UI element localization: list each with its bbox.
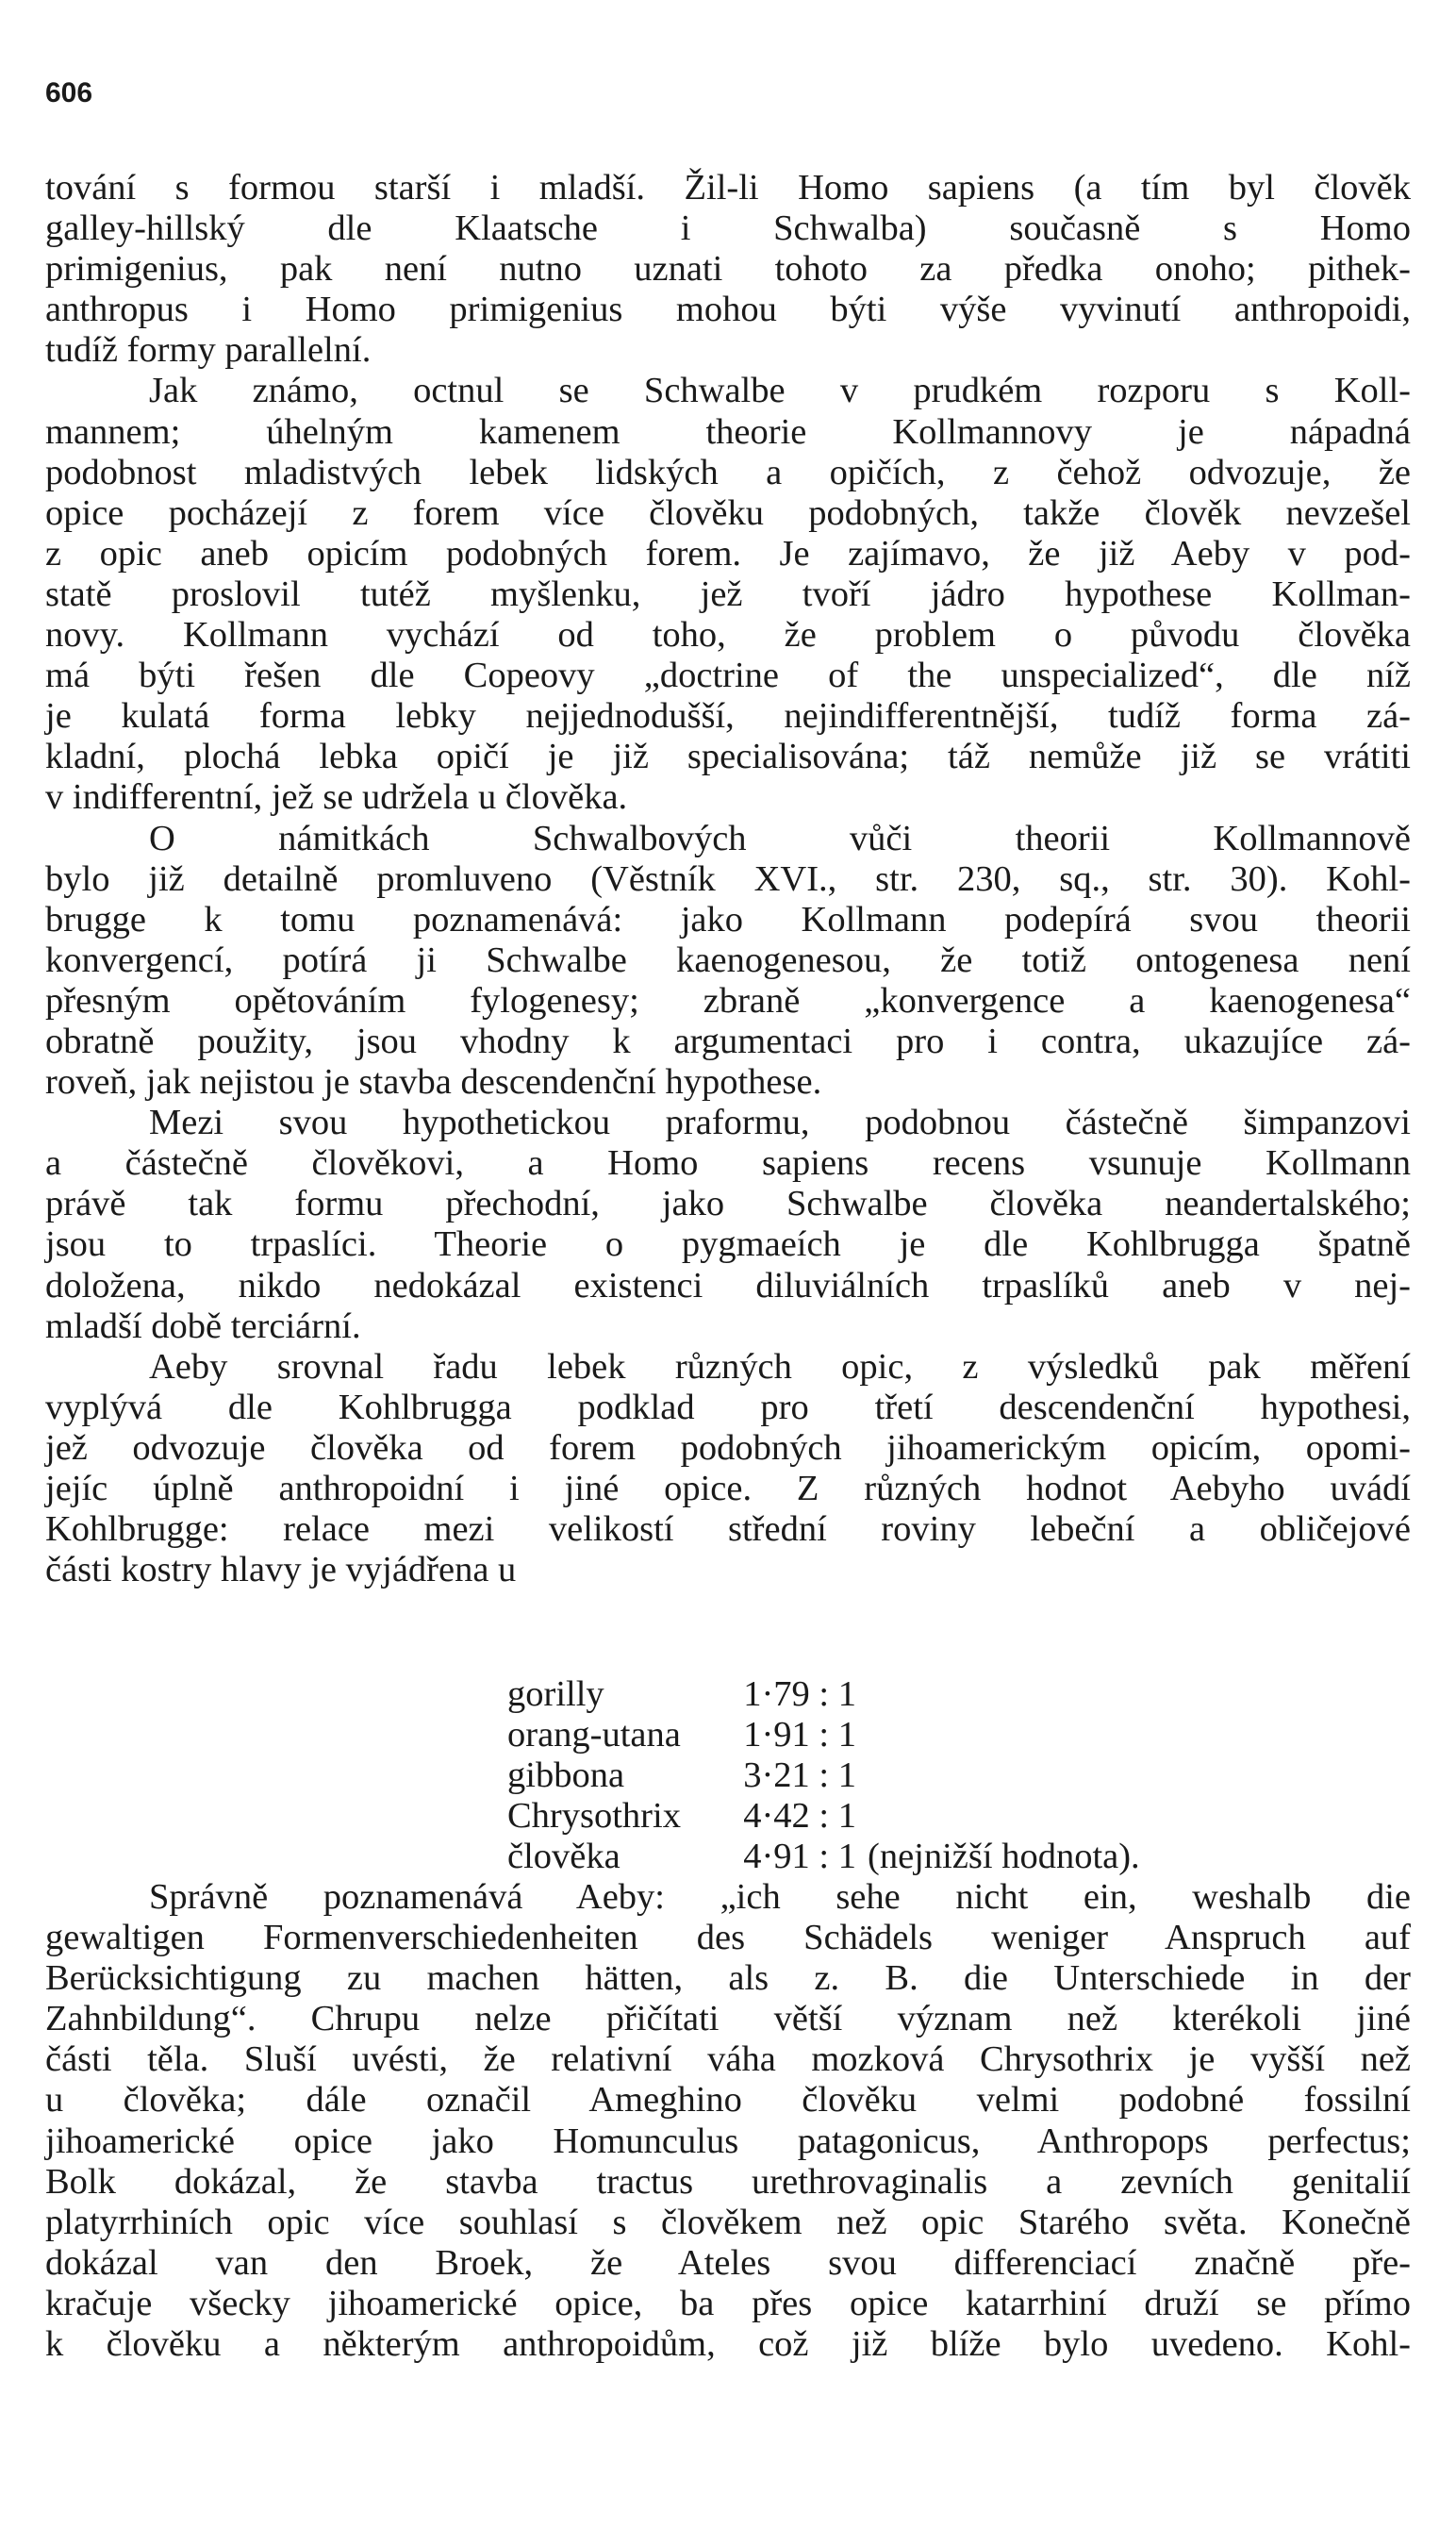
body-text-bottom bbox=[45, 1877, 1411, 2365]
text-line: mannem; úhelným kamenem theorie Kollmannovy je nápadná bbox=[45, 411, 1411, 452]
ratio-row bbox=[507, 1715, 1140, 1755]
text-line: Zahnbildung“. Chrupu nelze přičítati větší význam než kterékoli jiné bbox=[45, 1999, 1411, 2039]
species-name: gorilly bbox=[507, 1674, 604, 1714]
ratio-value: 4·42 : 1 bbox=[743, 1796, 856, 1836]
ratio-value: 1·79 : 1 bbox=[743, 1674, 856, 1714]
text-line: Aeby srovnal řadu lebek různých opic, z výsledků pak měření bbox=[149, 1346, 1411, 1387]
text-line: Kohlbrugge: relace mezi velikostí střední roviny lebeční a obličejové bbox=[45, 1509, 1411, 1550]
text-line: Berücksichtigung zu machen hätten, als z. B. die Unterschiede in der bbox=[45, 1958, 1411, 1999]
text-line: novy. Kollmann vychází od toho, že problem o původu člověka bbox=[45, 615, 1411, 656]
text-line: Správně poznamenává Aeby: „ich sehe nicht ein, weshalb die bbox=[149, 1877, 1411, 1917]
text-line: jejíc úplně anthropoidní i jiné opice. Z různých hodnot Aebyho uvádí bbox=[45, 1469, 1411, 1508]
ratio-note bbox=[856, 1796, 868, 1837]
ratio-row bbox=[507, 1755, 1140, 1796]
text-line: Mezi svou hypothetickou praformu, podobnou částečně šimpanzovi bbox=[149, 1103, 1411, 1143]
text-line: právě tak formu přechodní, jako Schwalbe člověka neandertalského; bbox=[45, 1184, 1411, 1224]
text-line: jsou to trpaslíci. Theorie o pygmaeích je dle Kohlbrugga špatně bbox=[45, 1224, 1411, 1265]
text-line: bylo již detailně promluveno (Věstník XVI., str. 230, sq., str. 30). Kohl- bbox=[45, 858, 1411, 899]
ratio-value: 1·91 : 1 bbox=[743, 1715, 856, 1755]
text-line: tudíž formy parallelní. bbox=[45, 330, 372, 371]
ratio-note: (nejnižší hodnota). bbox=[868, 1837, 1140, 1876]
text-line: obratně použity, jsou vhodny k argumentaci pro i contra, ukazujíce zá- bbox=[45, 1021, 1411, 1061]
ratio-row bbox=[507, 1796, 1140, 1837]
species-name: Chrysothrix bbox=[507, 1796, 681, 1836]
text-line: dokázal van den Broek, že Ateles svou differenciací značně pře- bbox=[45, 2242, 1411, 2283]
text-line: jihoamerické opice jako Homunculus patagonicus, Anthropops perfectus; bbox=[45, 2121, 1411, 2161]
species-name: orang-utana bbox=[507, 1715, 681, 1755]
species-name: gibbona bbox=[507, 1755, 625, 1795]
text-line: z opic aneb opicím podobných forem. Je zajímavo, že již Aeby v pod- bbox=[45, 533, 1411, 574]
text-line: galley-hillský dle Klaatsche i Schwalba) současně s Homo bbox=[45, 208, 1411, 249]
text-line: konvergencí, potírá ji Schwalbe kaenogenesou, že totiž ontogenesa není bbox=[45, 940, 1411, 980]
text-line: brugge k tomu poznamenává: jako Kollmann podepírá svou theorii bbox=[45, 899, 1411, 940]
ratio-note bbox=[856, 1715, 868, 1755]
text-line: Bolk dokázal, že stavba tractus urethrovaginalis a zevních genitalií bbox=[45, 2161, 1411, 2202]
text-line: primigenius, pak není nutno uznati tohoto za předka onoho; pithek- bbox=[45, 249, 1411, 290]
text-line: kračuje všecky jihoamerické opice, ba přes opice katarrhiní druží se přímo bbox=[45, 2283, 1411, 2323]
text-line: k člověku a některým anthropoidům, což již blíže bylo uvedeno. Kohl- bbox=[45, 2324, 1411, 2365]
text-line: platyrrhiních opic více souhlasí s člověkem než opic Starého světa. Konečně bbox=[45, 2202, 1411, 2242]
text-line: vyplývá dle Kohlbrugga podklad pro třetí descendenční hypothesi, bbox=[45, 1387, 1411, 1427]
ratio-value: 4·91 : 1 bbox=[743, 1837, 856, 1876]
text-line: má býti řešen dle Copeovy „doctrine of the unspecialized“, dle níž bbox=[45, 656, 1411, 696]
text-line: přesným opětováním fylogenesy; zbraně „konvergence a kaenogenesa“ bbox=[45, 980, 1411, 1021]
page-number: 606 bbox=[45, 77, 93, 108]
ratio-row bbox=[507, 1674, 1140, 1715]
ratio-note bbox=[856, 1674, 868, 1715]
text-line: anthropus i Homo primigenius mohou býti výše vyvinutí anthropoidi, bbox=[45, 290, 1411, 330]
ratio-row bbox=[507, 1837, 1140, 1877]
text-line: části těla. Sluší uvésti, že relativní váha mozková Chrysothrix je vyšší než bbox=[45, 2039, 1411, 2080]
text-line: mladší době terciární. bbox=[45, 1306, 361, 1346]
text-line: tování s formou starší i mladší. Žil-li Homo sapiens (a tím byl člověk bbox=[45, 168, 1411, 208]
text-line: a částečně člověkovi, a Homo sapiens recens vsunuje Kollmann bbox=[45, 1143, 1411, 1184]
text-line: doložena, nikdo nedokázal existenci diluviálních trpaslíků aneb v nej- bbox=[45, 1265, 1411, 1306]
text-line: je kulatá forma lebky nejjednodušší, nejindifferentnější, tudíž forma zá- bbox=[45, 696, 1411, 737]
text-line: opice pocházejí z forem více člověku podobných, takže člověk nevzešel bbox=[45, 492, 1411, 533]
text-line: Jak známo, octnul se Schwalbe v prudkém rozporu s Koll- bbox=[149, 371, 1411, 411]
text-line: podobnost mladistvých lebek lidských a opičích, z čehož odvozuje, že bbox=[45, 452, 1411, 492]
text-line: jež odvozuje člověka od forem podobných jihoamerickým opicím, opomi- bbox=[45, 1427, 1411, 1468]
text-line: gewaltigen Formenverschiedenheiten des Schädels weniger Anspruch auf bbox=[45, 1918, 1411, 1958]
body-text-top bbox=[45, 168, 1411, 1590]
ratio-value: 3·21 : 1 bbox=[743, 1755, 856, 1795]
text-line: O námitkách Schwalbových vůči theorii Kollmannově bbox=[149, 818, 1411, 858]
text-line: části kostry hlavy je vyjádřena u bbox=[45, 1550, 517, 1590]
text-line: statě proslovil tutéž myšlenku, jež tvoří jádro hypothese Kollman- bbox=[45, 574, 1411, 614]
ratio-note bbox=[856, 1755, 868, 1796]
species-name: člověka bbox=[507, 1837, 620, 1876]
text-line: u člověka; dále označil Ameghino člověku velmi podobné fossilní bbox=[45, 2080, 1411, 2121]
ratio-table bbox=[507, 1674, 1140, 1877]
text-line: roveň, jak nejistou je stavba descendenční hypothese. bbox=[45, 1062, 822, 1103]
text-line: v indifferentní, jež se udržela u člověka. bbox=[45, 777, 628, 818]
text-line: kladní, plochá lebka opičí je již specialisována; táž nemůže již se vrátiti bbox=[45, 737, 1411, 777]
